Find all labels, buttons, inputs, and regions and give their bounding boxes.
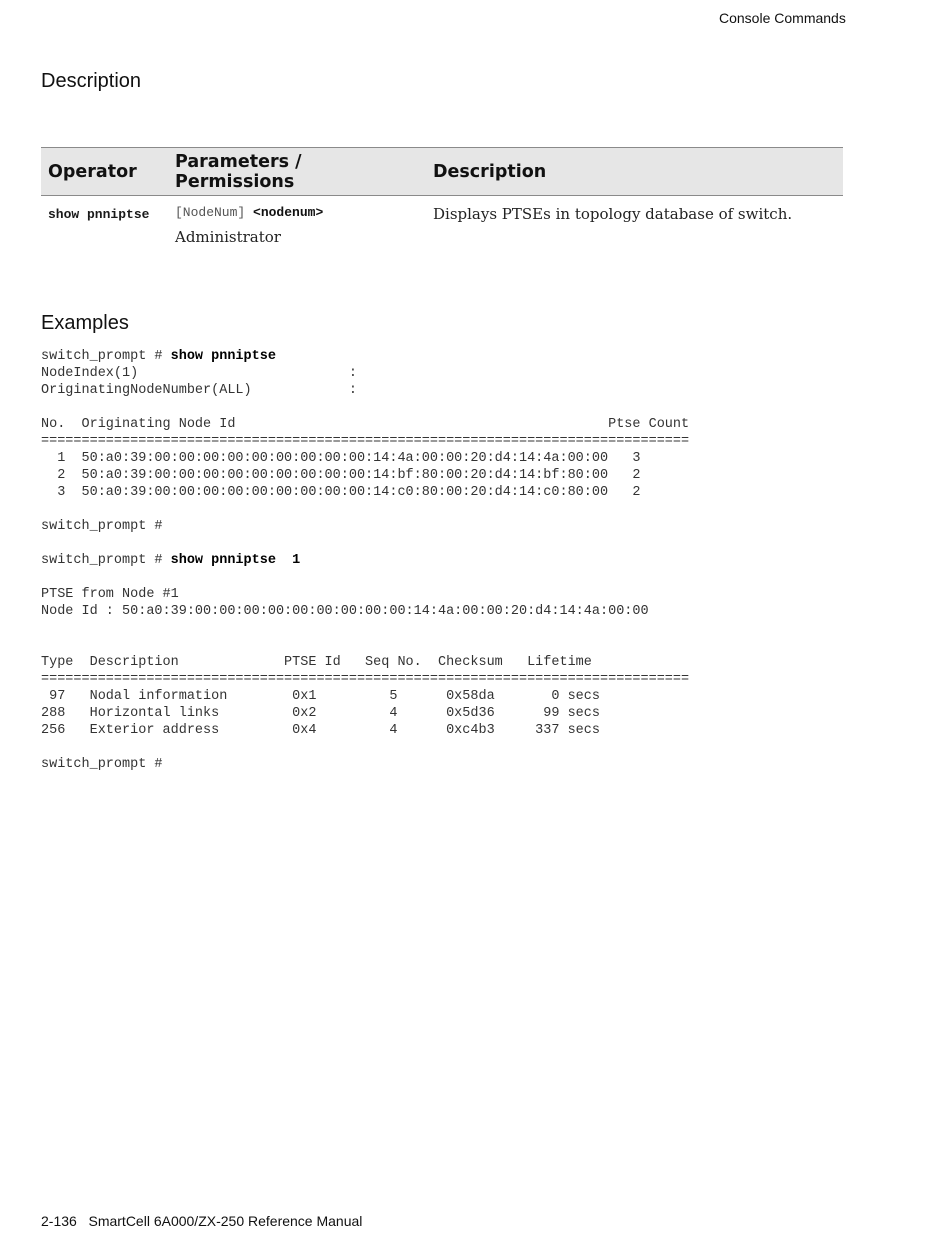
output-row: 2 50:a0:39:00:00:00:00:00:00:00:00:00:14:bf:80:00:20:d4:14:bf:80:00 2 xyxy=(41,468,641,483)
header-parameters: Parameters / Permissions xyxy=(168,148,426,196)
output-table-header: Type Description PTSE Id Seq No. Checksum Lifetime xyxy=(41,655,592,670)
command-description: Displays PTSEs in topology database of switch. xyxy=(433,205,793,223)
separator-line: ================================================================================ xyxy=(41,434,690,449)
prompt-line: switch_prompt # xyxy=(41,757,163,772)
prompt: switch_prompt # xyxy=(41,553,171,568)
header-operator: Operator xyxy=(41,148,168,196)
table-row xyxy=(41,196,843,247)
examples-heading: Examples xyxy=(41,312,129,334)
info-line: Node Id : 50:a0:39:00:00:00:00:00:00:00:00:00:14:4a:00:00:20:d4:14:4a:00:00 xyxy=(41,604,649,619)
table-header-row xyxy=(41,148,843,196)
output-row: 256 Exterior address 0x4 4 0xc4b3 337 secs xyxy=(41,723,600,738)
param-required: <nodenum> xyxy=(253,205,324,220)
prompt-line: switch_prompt # xyxy=(41,519,163,534)
prompt-line xyxy=(41,552,689,569)
example-console-output xyxy=(41,348,689,773)
param-optional: [NodeNum] xyxy=(175,205,246,220)
entered-command: show pnniptse xyxy=(170,349,276,364)
header-description: Description xyxy=(426,148,843,196)
manual-title: SmartCell 6A000/ZX-250 Reference Manual xyxy=(88,1213,363,1229)
running-header: Console Commands xyxy=(719,10,846,26)
output-row: 1 50:a0:39:00:00:00:00:00:00:00:00:00:14:4a:00:00:20:d4:14:4a:00:00 3 xyxy=(41,451,641,466)
output-row: 3 50:a0:39:00:00:00:00:00:00:00:00:00:14:c0:80:00:20:d4:14:c0:80:00 2 xyxy=(41,485,641,500)
command-table xyxy=(41,147,843,246)
output-table-header: No. Originating Node Id Ptse Count xyxy=(41,417,690,432)
output-row: 288 Horizontal links 0x2 4 0x5d36 99 secs xyxy=(41,706,600,721)
page-footer xyxy=(41,1213,362,1229)
prompt-line xyxy=(41,348,689,365)
permission: Administrator xyxy=(175,228,281,246)
operator-command: show pnniptse xyxy=(48,207,150,222)
info-line: PTSE from Node #1 xyxy=(41,587,179,602)
field-line: OriginatingNodeNumber(ALL) : xyxy=(41,383,357,398)
field-line: NodeIndex(1) : xyxy=(41,366,357,381)
prompt: switch_prompt # xyxy=(41,349,171,364)
separator-line: ================================================================================ xyxy=(41,672,690,687)
output-row: 97 Nodal information 0x1 5 0x58da 0 secs xyxy=(41,689,600,704)
page-number: 2-136 xyxy=(41,1213,77,1229)
description-heading: Description xyxy=(41,70,142,92)
parameter-list xyxy=(175,205,419,220)
entered-command: show pnniptse 1 xyxy=(170,553,301,568)
